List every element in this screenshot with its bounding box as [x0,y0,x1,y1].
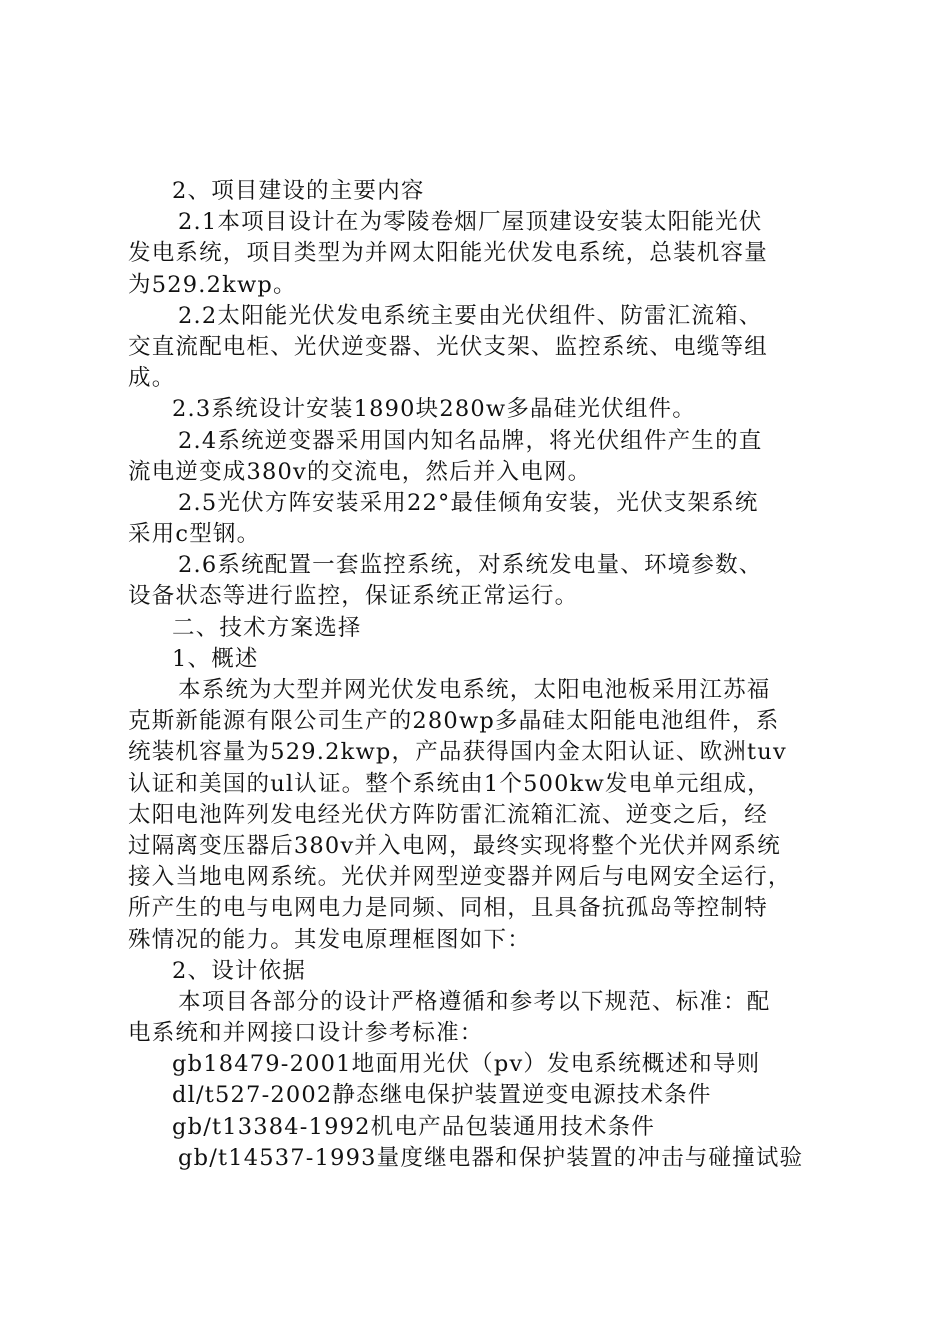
standard-item: dl/t527-2002静态继电保护装置逆变电源技术条件 [172,1082,712,1109]
paragraph-line: 电系统和并网接口设计参考标准： [128,1020,484,1047]
paragraph-line: 2.3系统设计安装1890块280w多晶硅光伏组件。 [172,396,696,423]
paragraph-line: 所产生的电与电网电力是同频、同相，且具备抗孤岛等控制特 [128,895,768,922]
section-heading: 2、设计依据 [172,957,307,984]
paragraph-line: 发电系统，项目类型为并网太阳能光伏发电系统，总装机容量 [128,240,768,267]
paragraph-line: 统装机容量为529.2kwp，产品获得国内金太阳认证、欧洲tuv [128,739,787,766]
paragraph-line: 太阳电池阵列发电经光伏方阵防雷汇流箱汇流、逆变之后，经 [128,801,768,828]
paragraph-line: 过隔离变压器后380v并入电网，最终实现将整个光伏并网系统 [128,832,781,859]
standard-item: gb/t14537-1993量度继电器和保护装置的冲击与碰撞试验 [178,1144,804,1171]
paragraph-line: 本系统为大型并网光伏发电系统，太阳电池板采用江苏福 [178,677,771,703]
document-body [128,176,840,1174]
standard-item: gb/t13384-1992机电产品包装通用技术条件 [172,1113,656,1140]
paragraph-line: 接入当地电网系统。光伏并网型逆变器并网后与电网安全运行， [128,864,792,891]
paragraph-line: 2.4系统逆变器采用国内知名品牌，将光伏组件产生的直 [178,427,763,454]
standard-item: gb18479-2001地面用光伏（pv）发电系统概述和导则 [172,1051,761,1078]
section-heading: 1、概述 [172,645,259,672]
paragraph-line: 采用c型钢。 [128,521,261,548]
paragraph-line: 克斯新能源有限公司生产的280wp多晶硅太阳能电池组件，系 [128,708,780,735]
paragraph-line: 2.5光伏方阵安装采用22°最佳倾角安装，光伏支架系统 [178,489,759,516]
paragraph-line: 交直流配电柜、光伏逆变器、光伏支架、监控系统、电缆等组 [128,333,768,360]
paragraph-line: 流电逆变成380v的交流电，然后并入电网。 [128,458,592,485]
paragraph-line: 2.6系统配置一套监控系统，对系统发电量、环境参数、 [178,552,763,579]
paragraph-line: 2.1本项目设计在为零陵卷烟厂屋顶建设安装太阳能光伏 [178,209,763,236]
paragraph-line: 本项目各部分的设计严格遵循和参考以下规范、标准：配 [178,988,771,1015]
paragraph-line: 为529.2kwp。 [128,271,297,298]
paragraph-line: 设备状态等进行监控，保证系统正常运行。 [128,583,579,610]
section-heading: 2、项目建设的主要内容 [172,178,425,204]
section-heading: 二、技术方案选择 [172,614,362,641]
paragraph-line: 2.2太阳能光伏发电系统主要由光伏组件、防雷汇流箱、 [178,302,763,329]
paragraph-line: 认证和美国的ul认证。整个系统由1个500kw发电单元组成， [128,770,771,797]
paragraph-line: 成。 [128,365,176,392]
paragraph-line: 殊情况的能力。其发电原理框图如下： [128,926,531,953]
